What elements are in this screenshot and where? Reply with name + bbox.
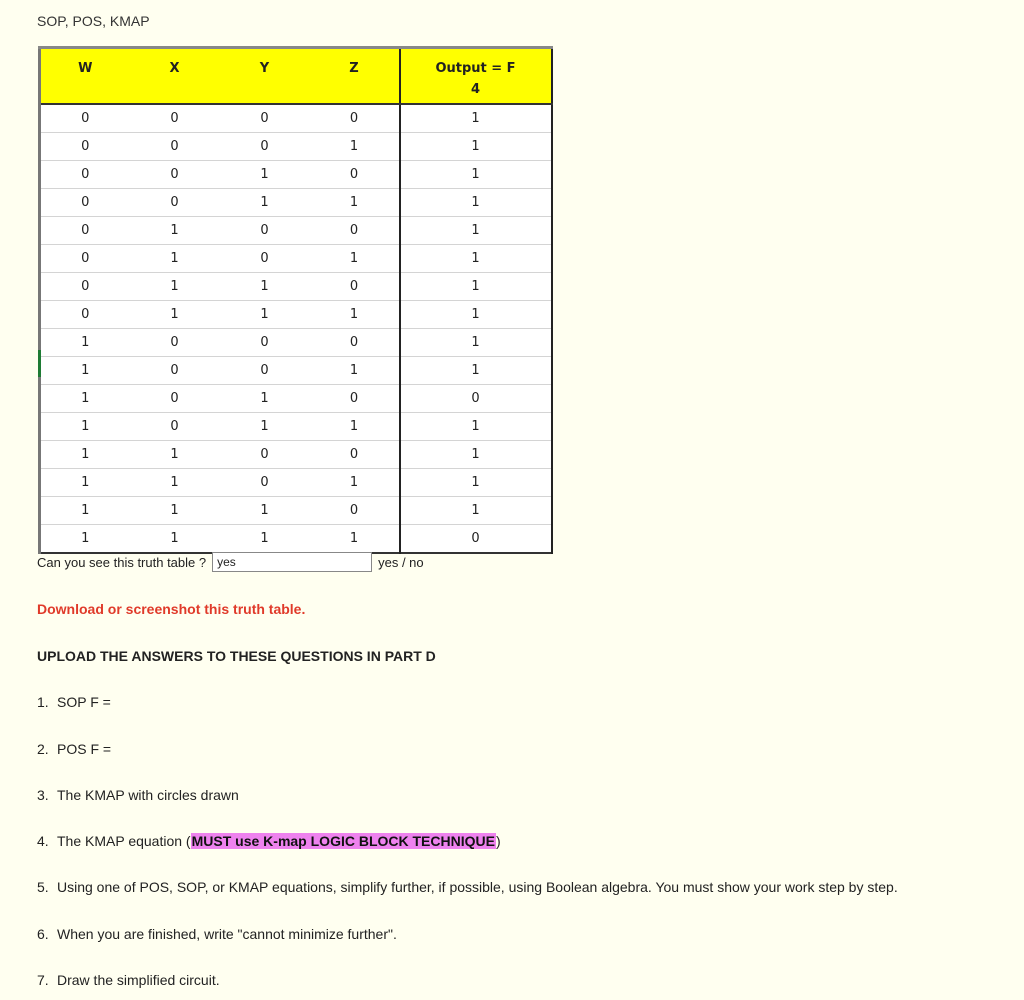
cell-output: 1 bbox=[400, 468, 552, 496]
cell-y: 0 bbox=[220, 244, 310, 272]
cell-z: 0 bbox=[310, 160, 400, 188]
cell-y: 0 bbox=[220, 132, 310, 160]
cell-x: 1 bbox=[130, 300, 220, 328]
cell-x: 0 bbox=[130, 384, 220, 412]
truth-table-row bbox=[40, 468, 552, 496]
cell-x: 1 bbox=[130, 468, 220, 496]
cell-x: 0 bbox=[130, 328, 220, 356]
cell-z: 1 bbox=[310, 468, 400, 496]
truth-table-row bbox=[40, 244, 552, 272]
cell-y: 1 bbox=[220, 160, 310, 188]
cell-y: 1 bbox=[220, 272, 310, 300]
cell-z: 1 bbox=[310, 188, 400, 216]
question-text: The KMAP with circles drawn bbox=[57, 787, 239, 803]
upload-heading: UPLOAD THE ANSWERS TO THESE QUESTIONS IN PART D bbox=[37, 648, 436, 664]
visibility-answer-hint: yes / no bbox=[378, 554, 424, 570]
cell-x: 1 bbox=[130, 244, 220, 272]
cell-y: 0 bbox=[220, 440, 310, 468]
cell-w: 1 bbox=[40, 524, 130, 553]
question-text: When you are finished, write "cannot minimize further". bbox=[57, 926, 397, 942]
cell-x: 1 bbox=[130, 272, 220, 300]
question-item-2 bbox=[37, 741, 111, 757]
cell-y: 0 bbox=[220, 104, 310, 133]
question-text-after: ) bbox=[495, 833, 501, 849]
cell-output: 1 bbox=[400, 328, 552, 356]
header-y: Y bbox=[220, 48, 310, 104]
cell-x: 0 bbox=[130, 188, 220, 216]
cell-w: 0 bbox=[40, 188, 130, 216]
cell-z: 0 bbox=[310, 328, 400, 356]
cell-w: 1 bbox=[40, 384, 130, 412]
visibility-answer-input[interactable] bbox=[212, 552, 372, 572]
download-instruction: Download or screenshot this truth table. bbox=[37, 601, 306, 617]
cell-w: 1 bbox=[40, 468, 130, 496]
question-item-1 bbox=[37, 694, 111, 710]
cell-x: 0 bbox=[130, 104, 220, 133]
cell-output: 1 bbox=[400, 356, 552, 384]
question-number: 5. bbox=[37, 879, 49, 895]
cell-z: 1 bbox=[310, 356, 400, 384]
question-number: 1. bbox=[37, 694, 49, 710]
cell-w: 1 bbox=[40, 356, 130, 384]
cell-z: 1 bbox=[310, 132, 400, 160]
cell-z: 0 bbox=[310, 272, 400, 300]
cell-z: 0 bbox=[310, 384, 400, 412]
question-item-7 bbox=[37, 972, 220, 988]
cell-z: 1 bbox=[310, 244, 400, 272]
truth-table-row bbox=[40, 188, 552, 216]
question-item-4 bbox=[37, 833, 501, 849]
truth-table-row bbox=[40, 328, 552, 356]
cell-y: 0 bbox=[220, 328, 310, 356]
header-x: X bbox=[130, 48, 220, 104]
question-number: 7. bbox=[37, 972, 49, 988]
cell-output: 0 bbox=[400, 524, 552, 553]
question-text: Draw the simplified circuit. bbox=[57, 972, 220, 988]
cell-y: 1 bbox=[220, 496, 310, 524]
question-text: POS F = bbox=[57, 741, 112, 757]
cell-z: 1 bbox=[310, 524, 400, 553]
truth-table-row bbox=[40, 384, 552, 412]
cell-x: 1 bbox=[130, 440, 220, 468]
cell-w: 1 bbox=[40, 440, 130, 468]
cell-x: 1 bbox=[130, 216, 220, 244]
cell-z: 0 bbox=[310, 440, 400, 468]
question-number: 6. bbox=[37, 926, 49, 942]
truth-table-row bbox=[40, 216, 552, 244]
cell-w: 0 bbox=[40, 104, 130, 133]
truth-table-container bbox=[38, 46, 553, 554]
cell-y: 0 bbox=[220, 356, 310, 384]
cell-x: 0 bbox=[130, 356, 220, 384]
cell-z: 1 bbox=[310, 300, 400, 328]
cell-output: 0 bbox=[400, 384, 552, 412]
cell-x: 0 bbox=[130, 132, 220, 160]
header-output-label: Output = F bbox=[435, 61, 516, 76]
truth-table-row bbox=[40, 440, 552, 468]
truth-table-row bbox=[40, 160, 552, 188]
cell-y: 0 bbox=[220, 216, 310, 244]
cell-w: 1 bbox=[40, 412, 130, 440]
question-text: Using one of POS, SOP, or KMAP equations, simplify further, if possible, using Boolean algebra. You must show your work step by step. bbox=[57, 879, 898, 895]
question-number: 2. bbox=[37, 741, 49, 757]
truth-table-row bbox=[40, 132, 552, 160]
question-text: SOP F = bbox=[57, 694, 111, 710]
truth-table-header-row bbox=[40, 48, 552, 104]
cell-output: 1 bbox=[400, 440, 552, 468]
visibility-question bbox=[37, 552, 424, 572]
cell-output: 1 bbox=[400, 216, 552, 244]
cell-w: 0 bbox=[40, 300, 130, 328]
question-text-before: The KMAP equation ( bbox=[57, 833, 191, 849]
cell-output: 1 bbox=[400, 412, 552, 440]
visibility-question-label: Can you see this truth table ? bbox=[37, 554, 207, 570]
question-number: 3. bbox=[37, 787, 49, 803]
truth-table-row bbox=[40, 412, 552, 440]
truth-table-row bbox=[40, 356, 552, 384]
row-selection-marker bbox=[38, 350, 41, 377]
cell-w: 1 bbox=[40, 328, 130, 356]
truth-table-row bbox=[40, 300, 552, 328]
cell-output: 1 bbox=[400, 244, 552, 272]
cell-y: 1 bbox=[220, 188, 310, 216]
header-w: W bbox=[40, 48, 130, 104]
header-z: Z bbox=[310, 48, 400, 104]
cell-output: 1 bbox=[400, 496, 552, 524]
cell-output: 1 bbox=[400, 272, 552, 300]
question-item-3 bbox=[37, 787, 239, 803]
cell-w: 1 bbox=[40, 496, 130, 524]
highlighted-requirement: MUST use K-map LOGIC BLOCK TECHNIQUE bbox=[191, 833, 495, 849]
cell-x: 1 bbox=[130, 496, 220, 524]
cell-x: 0 bbox=[130, 412, 220, 440]
cell-z: 0 bbox=[310, 216, 400, 244]
cell-w: 0 bbox=[40, 160, 130, 188]
cell-output: 1 bbox=[400, 104, 552, 133]
cell-y: 1 bbox=[220, 412, 310, 440]
truth-table-row bbox=[40, 524, 552, 553]
header-output bbox=[400, 48, 552, 104]
page-title: SOP, POS, KMAP bbox=[37, 13, 150, 29]
cell-output: 1 bbox=[400, 300, 552, 328]
cell-z: 0 bbox=[310, 496, 400, 524]
truth-table-body bbox=[40, 104, 552, 553]
truth-table bbox=[38, 46, 553, 554]
cell-output: 1 bbox=[400, 132, 552, 160]
question-number: 4. bbox=[37, 833, 49, 849]
cell-y: 1 bbox=[220, 300, 310, 328]
cell-y: 1 bbox=[220, 524, 310, 553]
cell-w: 0 bbox=[40, 244, 130, 272]
header-output-subheader: 4 bbox=[470, 82, 481, 97]
cell-y: 1 bbox=[220, 384, 310, 412]
question-item-5 bbox=[37, 879, 898, 895]
cell-output: 1 bbox=[400, 160, 552, 188]
truth-table-row bbox=[40, 272, 552, 300]
cell-z: 0 bbox=[310, 104, 400, 133]
cell-output: 1 bbox=[400, 188, 552, 216]
cell-y: 0 bbox=[220, 468, 310, 496]
cell-w: 0 bbox=[40, 272, 130, 300]
question-item-6 bbox=[37, 926, 397, 942]
truth-table-row bbox=[40, 104, 552, 133]
truth-table-row bbox=[40, 496, 552, 524]
cell-x: 1 bbox=[130, 524, 220, 553]
cell-w: 0 bbox=[40, 216, 130, 244]
cell-w: 0 bbox=[40, 132, 130, 160]
cell-z: 1 bbox=[310, 412, 400, 440]
cell-x: 0 bbox=[130, 160, 220, 188]
